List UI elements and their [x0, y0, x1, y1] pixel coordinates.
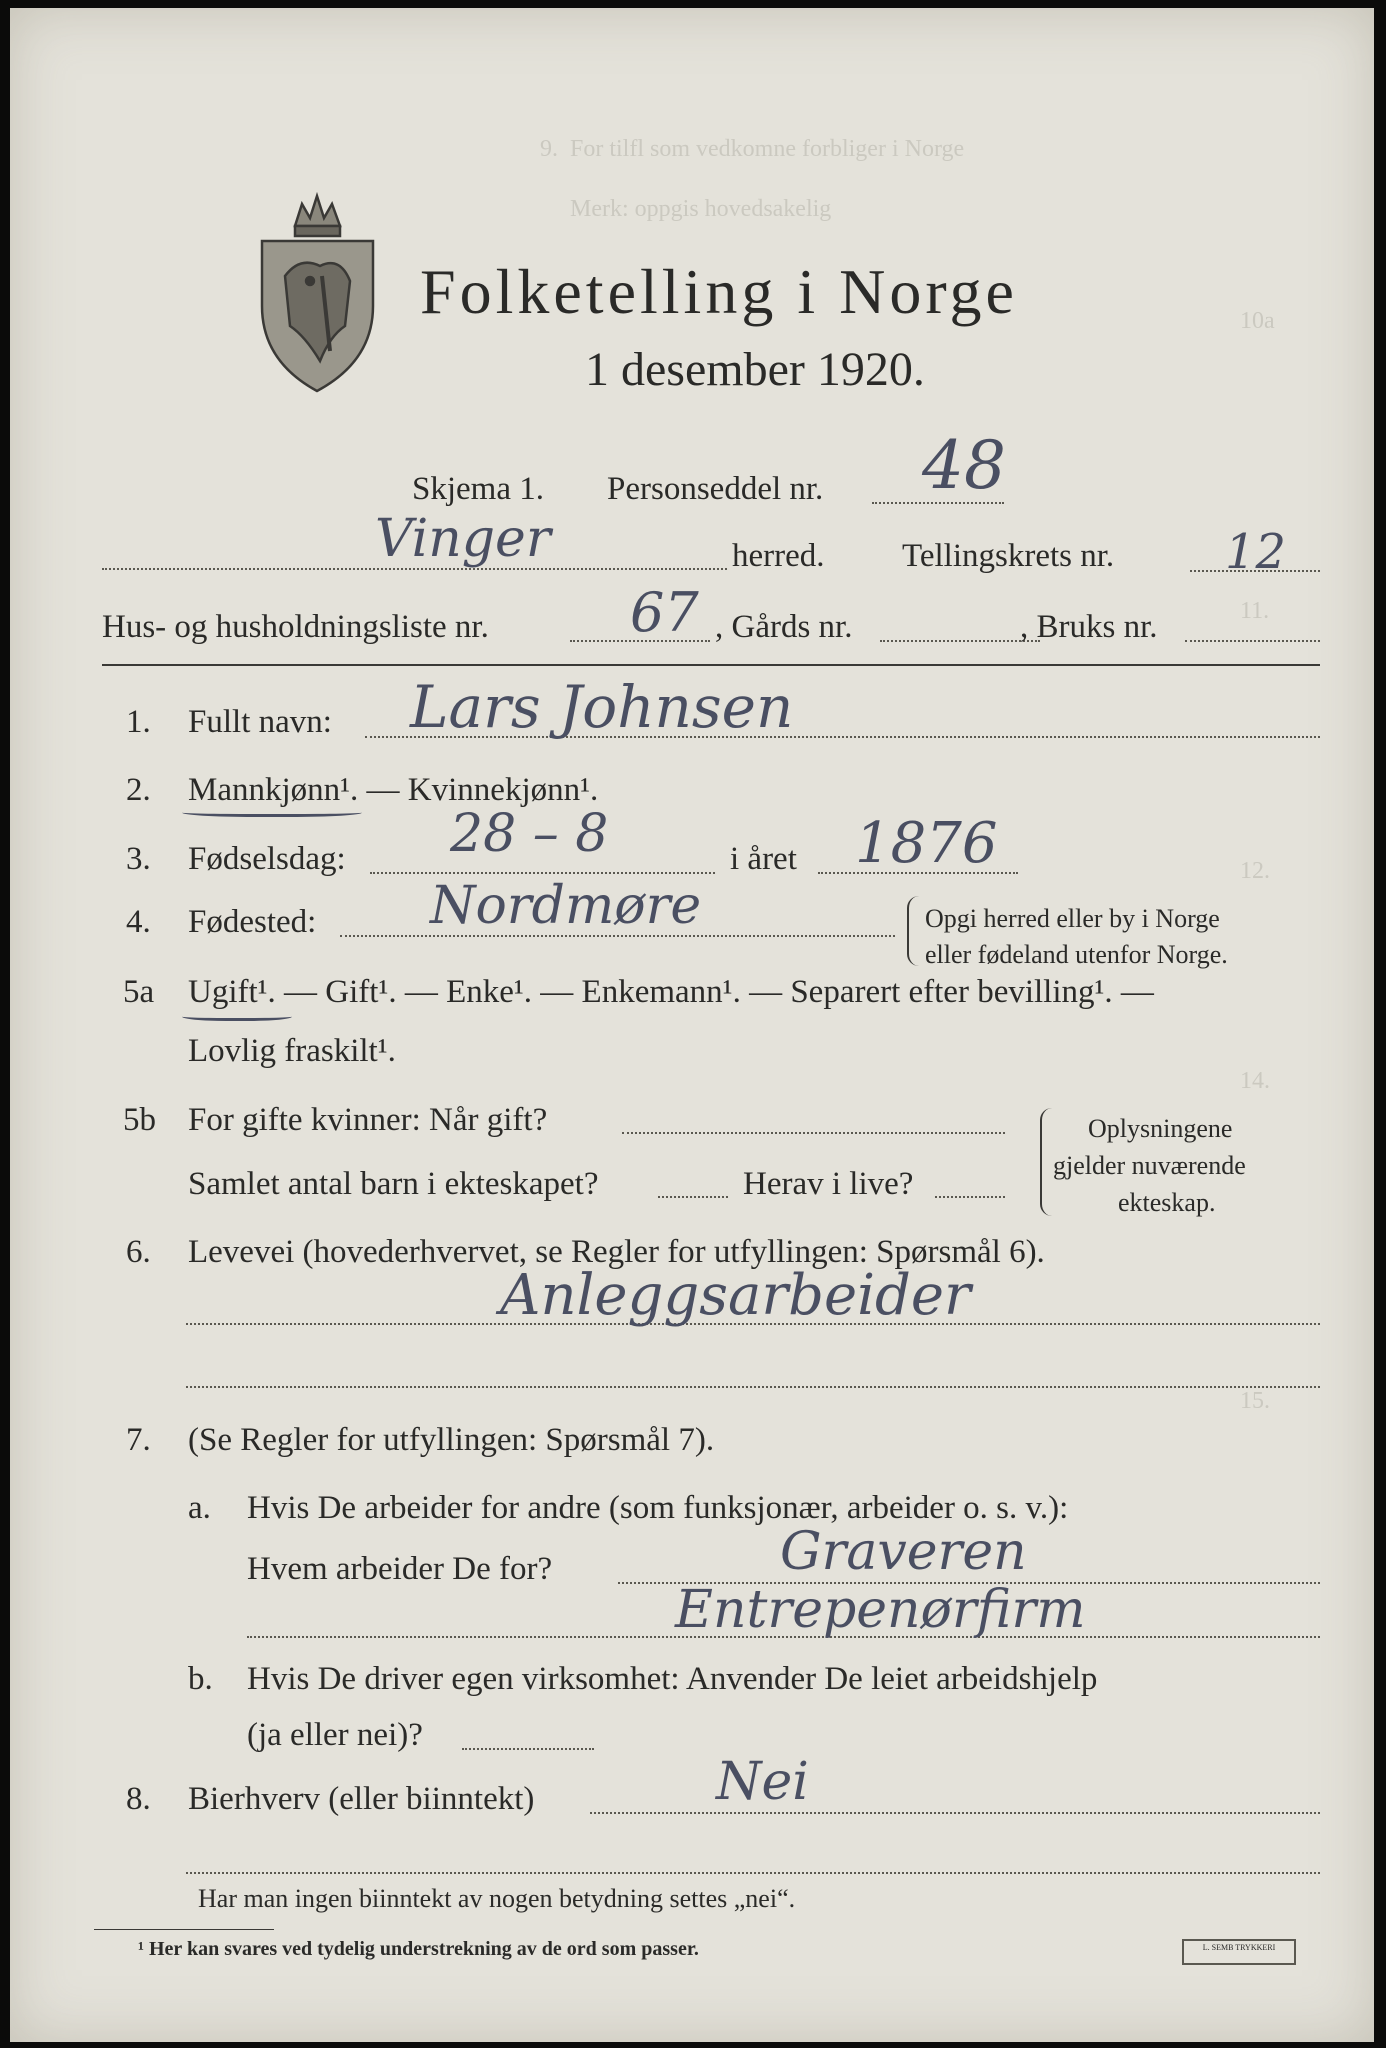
q5a-label-line1: Ugift¹. — Gift¹. — Enke¹. — Enkemann¹. — Separert efter bevilling¹. —: [188, 974, 1154, 1010]
herred-label: herred.: [732, 538, 825, 574]
birth-year-label: i året: [730, 841, 797, 877]
husliste-value[interactable]: 67: [630, 581, 699, 644]
q5a-label-line2: Lovlig fraskilt¹.: [188, 1033, 396, 1069]
gards-label: , Gårds nr.: [715, 609, 853, 645]
footnote: ¹ Her kan svares ved tydelig understrekning av de ord som passer.: [138, 1938, 699, 1960]
birth-date-value[interactable]: 28 – 8: [450, 804, 609, 864]
marital-status-underline-mark: [182, 1010, 292, 1021]
q8-number: 8.: [126, 1781, 151, 1817]
q5b-alive-label: Herav i live?: [743, 1166, 914, 1202]
q3-label: Fødselsdag:: [188, 841, 346, 877]
employer-value[interactable]: Graveren: [780, 1522, 1027, 1582]
birthplace-note-line2: eller fødeland utenfor Norge.: [925, 940, 1228, 969]
personseddel-label: Personseddel nr.: [607, 471, 824, 507]
norway-coat-of-arms-icon: [250, 186, 385, 396]
census-form-sheet: [10, 8, 1374, 2042]
q5b-number: 5b: [123, 1102, 156, 1138]
printer-stamp: L. SEMB TRYKKERI: [1182, 1939, 1296, 1965]
bruks-label: , Bruks nr.: [1020, 609, 1158, 645]
employer-type-value[interactable]: Entrepenørfirm: [675, 1580, 1086, 1640]
q4-label: Fødested:: [188, 904, 317, 940]
q5b-label-line1: For gifte kvinner: Når gift?: [188, 1102, 548, 1138]
q6-number: 6.: [126, 1234, 151, 1270]
birthplace-value[interactable]: Nordmøre: [430, 876, 702, 936]
q6-label: Levevei (hovederhvervet, se Regler for utfyllingen: Spørsmål 6).: [188, 1234, 1045, 1270]
q1-number: 1.: [126, 704, 151, 740]
q7b-letter: b.: [188, 1661, 213, 1697]
occupation-value[interactable]: Anleggsarbeider: [500, 1263, 971, 1328]
bleed-through-text: 11.: [1240, 598, 1270, 624]
q8-label: Bierhverv (eller biinntekt): [188, 1781, 535, 1817]
birthplace-note-line1: Opgi herred eller by i Norge: [925, 904, 1220, 933]
side-income-value[interactable]: Nei: [716, 1752, 809, 1812]
q5b-label-line2: Samlet antal barn i ekteskapet?: [188, 1166, 599, 1202]
gender-underline-mark: [182, 806, 362, 817]
herred-value[interactable]: Vinger: [375, 509, 551, 569]
bleed-through-text: 12.: [1240, 858, 1270, 884]
q7b-label: Hvis De driver egen virksomhet: Anvender De leiet arbeidshjelp: [247, 1661, 1098, 1697]
q7-label: (Se Regler for utfyllingen: Spørsmål 7).: [188, 1422, 715, 1458]
q5b-note-line3: ekteskap.: [1118, 1188, 1216, 1217]
birth-year-value[interactable]: 1876: [855, 811, 998, 876]
bleed-through-text: 14.: [1240, 1068, 1270, 1094]
side-income-note: Har man ingen biinntekt av nogen betydning settes „nei“.: [198, 1884, 796, 1913]
q1-label: Fullt navn:: [188, 704, 332, 740]
q7b-answer-label: (ja eller nei)?: [247, 1717, 423, 1753]
q7a-employer-label: Hvem arbeider De for?: [247, 1551, 553, 1587]
q3-number: 3.: [126, 841, 151, 877]
q5b-note-line2: gjelder nuværende: [1053, 1151, 1246, 1180]
form-date: 1 desember 1920.: [585, 343, 925, 396]
schema-label: Skjema 1.: [412, 471, 544, 507]
q5b-note-line1: Oplysningene: [1088, 1114, 1233, 1143]
tellingskrets-label: Tellingskrets nr.: [902, 538, 1115, 574]
bleed-through-text: Merk: oppgis hovedsakelig: [570, 196, 832, 222]
bleed-through-text: 10a: [1240, 308, 1275, 334]
q7a-letter: a.: [188, 1490, 211, 1526]
q7a-label: Hvis De arbeider for andre (som funksjonær, arbeider o. s. v.):: [247, 1490, 1069, 1526]
q4-number: 4.: [126, 904, 151, 940]
full-name-value[interactable]: Lars Johnsen: [410, 673, 794, 741]
q7-number: 7.: [126, 1422, 151, 1458]
q5a-number: 5a: [123, 974, 155, 1010]
bleed-through-text: 9. For tilfl som vedkomne forbliger i Norge: [540, 136, 965, 162]
form-title: Folketelling i Norge: [420, 256, 1018, 327]
husliste-label: Hus- og husholdningsliste nr.: [102, 609, 489, 645]
personseddel-number-value[interactable]: 48: [922, 427, 1006, 504]
q2-label: Mannkjønn¹. — Kvinnekjønn¹.: [188, 772, 599, 808]
tellingskrets-value[interactable]: 12: [1225, 524, 1287, 580]
q2-number: 2.: [126, 772, 151, 808]
bleed-through-text: 15.: [1240, 1388, 1270, 1414]
